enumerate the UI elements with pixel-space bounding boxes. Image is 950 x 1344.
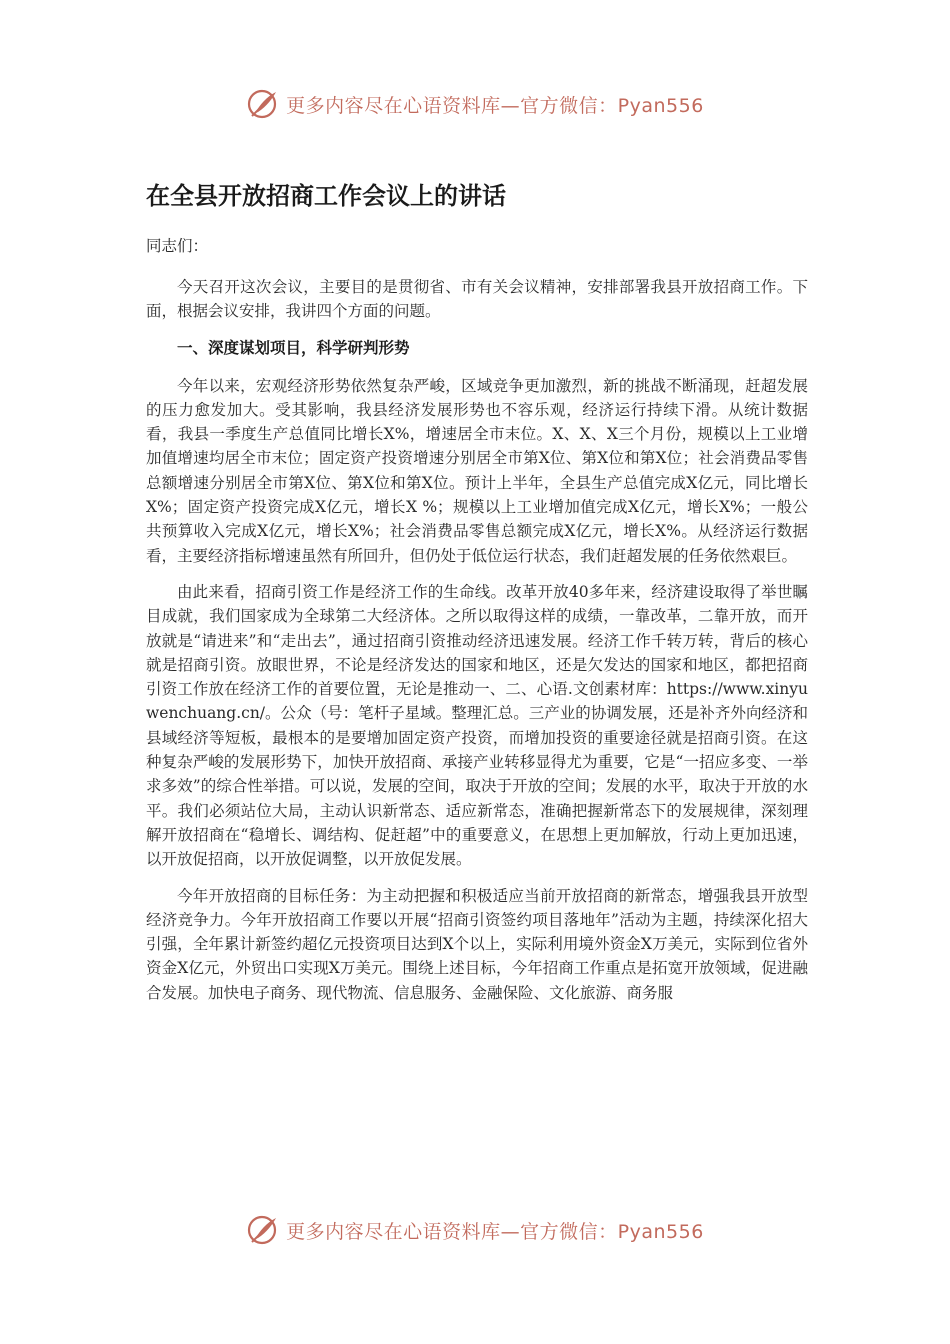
watermark-text: 更多内容尽在心语资料库—官方微信：Pyan556 [286,1220,704,1243]
document-title: 在全县开放招商工作会议上的讲话 [146,182,506,210]
salutation: 同志们： [146,237,209,255]
section-heading-1: 一、深度谋划项目，科学研判形势 [177,338,410,357]
body-paragraph: 由此来看，招商引资工作是经济工作的生命线。改革开放40多年来，经济建设取得了举世瞩目成就，我们国家成为全球第二大经济体。之所以取得这样的成绩，一靠改革，二靠开放，而开放就是“请进来”和“走出去”，通过招商引资推动经济迅速发展。经济工作千转万转，背后的核心就是招商引资。放眼世界，不论是经济发达的国家和地区，还是欠发达的国家和地区，都把招商引资工作放在经济工作的首要位置，无论是推动一、二、心语.文创素材库：https://www.xinyuwenchuang.cn/。公众（号：笔杆子星域。整理汇总。三产业的协调发展，还是补齐外向经济和县域经济等短板，最根本的是要增加固定资产投资，而增加投资的重要途径就是招商引资。在这种复杂严峻的发展形势下，加快开放招商、承接产业转移显得尤为重要，它是“一招应多变、一举求多效”的综合性举措。可以说，发展的空间，取决于开放的空间；发展的水平，取决于开放的水平。我们必须站位大局，主动认识新常态、适应新常态，准确把握新常态下的发展规律，深刻理解开放招商在“稳增长、调结构、促赶超”中的重要意义，在思想上更加解放，行动上更加迅速，以开放促招商，以开放促调整，以开放促发展。 [146,582,808,869]
feather-quill-logo-icon [246,1213,280,1247]
watermark-banner-bottom [0,1210,950,1250]
body-paragraph: 今年开放招商的目标任务：为主动把握和积极适应当前开放招商的新常态，增强我县开放型经济竞争力。今年开放招商工作要以开展“招商引资签约项目落地年”活动为主题，持续深化招大引强，全年累计新签约超亿元投资项目达到X个以上，实际利用境外资金X万美元，实际到位省外资金X亿元，外贸出口实现X万美元。围绕上述目标，今年招商工作重点是拓宽开放领域，促进融合发展。加快电子商务、现代物流、信息服务、金融保险、文化旅游、商务服 [146,886,808,1002]
document-body [146,170,808,1017]
body-paragraph: 今年以来，宏观经济形势依然复杂严峻，区域竞争更加激烈，新的挑战不断涌现，赶超发展的压力愈发加大。受其影响，我县经济发展形势也不容乐观，经济运行持续下滑。从统计数据看，我县一季度生产总值同比增长X%，增速居全市末位。X、X、X三个月份，规模以上工业增加值增速均居全市末位；固定资产投资增速分别居全市第X位、第X位和第X位；社会消费品零售总额增速分别居全市第X位、第X位和第X位。预计上半年，全县生产总值完成X亿元，同比增长X%；固定资产投资完成X亿元，增长X %；规模以上工业增加值完成X亿元，增长X%；一般公共预算收入完成X亿元，增长X%；社会消费品零售总额完成X亿元，增长X%。从经济运行数据看，主要经济指标增速虽然有所回升，但仍处于低位运行状态，我们赶超发展的任务依然艰巨。 [146,376,808,565]
feather-quill-logo-icon [246,87,280,121]
watermark-banner-top [0,84,950,124]
intro-paragraph: 今天召开这次会议，主要目的是贯彻省、市有关会议精神，安排部署我县开放招商工作。下面，根据会议安排，我讲四个方面的问题。 [146,278,808,321]
watermark-text: 更多内容尽在心语资料库—官方微信：Pyan556 [286,94,704,117]
